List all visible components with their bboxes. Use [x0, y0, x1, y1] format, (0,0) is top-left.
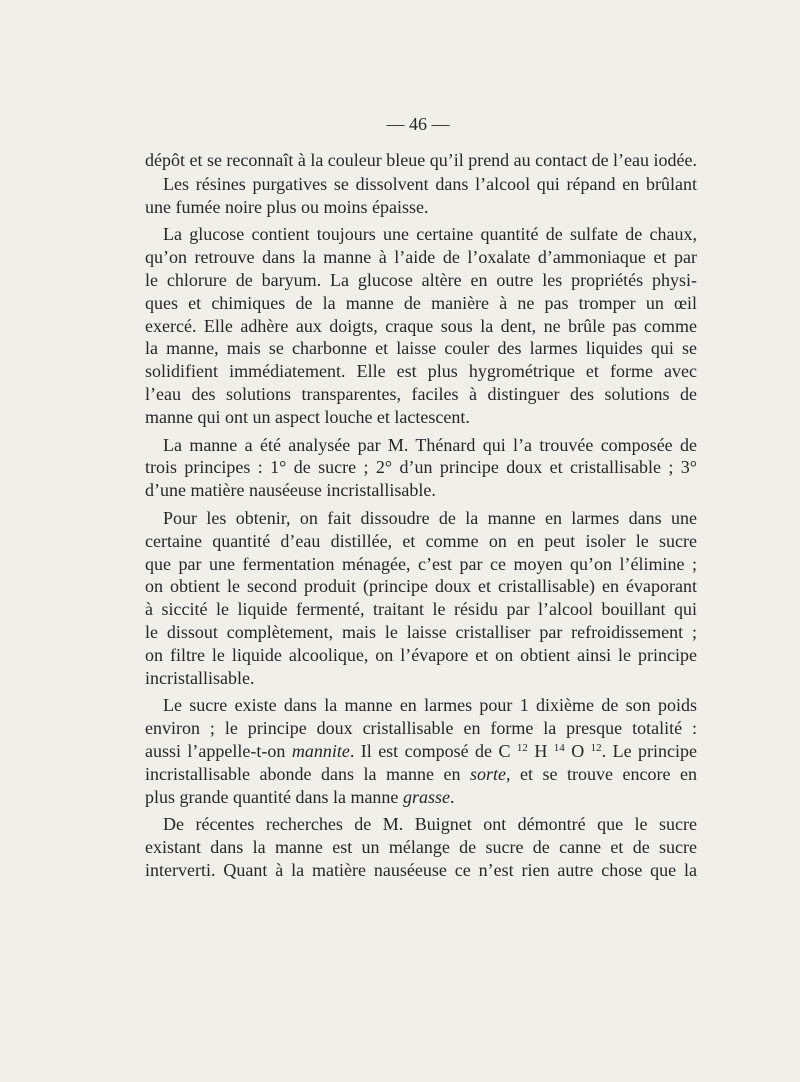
text-segment: plus grande quantité dans la manne: [145, 786, 403, 807]
text-segment: H: [527, 740, 554, 761]
text-line: interverti. Quant à la matière nauséeuse ce n’est rien autre chose que la: [145, 859, 697, 880]
paragraph: [145, 223, 697, 428]
formula-superscript: 14: [553, 741, 565, 754]
text-line: qu’on retrouve dans la manne à l’aide de l’oxalate d’ammoniaque et par: [145, 247, 697, 268]
text-segment: . Le principe: [601, 740, 697, 761]
paragraph: [145, 173, 697, 219]
text-line: Pour les obtenir, on fait dissoudre de la manne en larmes dans une: [163, 507, 697, 528]
text-line: La glucose contient toujours une certaine quantité de sulfate de chaux,: [163, 224, 697, 245]
text-line: [145, 763, 697, 786]
paragraph: [145, 507, 697, 689]
page-number: — 46 —: [386, 114, 450, 134]
text-line: Le sucre existe dans la manne en larmes pour 1 dixième de son poids: [163, 695, 697, 716]
italic-term: mannite: [291, 740, 350, 761]
text-line: existant dans la manne est un mélange de sucre de canne et de sucre: [145, 837, 697, 858]
text-line: manne qui ont un aspect louche et lactescent.: [145, 406, 470, 427]
text-line: d’une matière nauséeuse incristallisable.: [145, 480, 436, 501]
text-line: certaine quantité d’eau distillée, et comme on en peut isoler le sucre: [145, 530, 697, 551]
text-line: environ ; le principe doux cristallisable en forme la presque totalité :: [145, 718, 697, 739]
text-line: [145, 786, 697, 809]
text-segment: aussi l’appelle-t-on: [145, 740, 292, 761]
text-line: De récentes recherches de M. Buignet ont démontré que le sucre: [163, 814, 697, 835]
text-segment: O: [564, 740, 591, 761]
italic-term: grasse: [402, 786, 450, 807]
text-line: Les résines purgatives se dissolvent dans l’alcool qui répand en brûlant: [163, 173, 697, 194]
paragraph: [145, 813, 697, 881]
text-line: l’eau des solutions transparentes, faciles à distinguer des solutions de: [145, 383, 697, 404]
text-line: ques et chimiques de la manne de manière à ne pas tromper un œil: [145, 292, 697, 313]
text-segment: , et se trouve encore en: [506, 763, 697, 784]
text-line: une fumée noire plus ou moins épaisse.: [145, 196, 429, 217]
text-segment: .: [449, 786, 455, 807]
formula-superscript: 12: [516, 741, 528, 754]
paragraph: [145, 149, 697, 172]
text-line: incristallisable.: [145, 667, 255, 688]
italic-term: sorte: [470, 763, 506, 784]
text-line: le dissout complètement, mais le laisse cristalliser par refroidissement ;: [145, 621, 697, 642]
text-line: la manne, mais se charbonne et laisse couler des larmes liquides qui se: [145, 338, 697, 359]
text-segment: incristallisable abonde dans la manne en: [145, 763, 470, 784]
text-line: solidifient immédiatement. Elle est plus hygrométrique et forme avec: [145, 361, 697, 382]
text-line: on obtient le second produit (principe doux et cristallisable) en évaporant: [145, 576, 697, 597]
text-column: [145, 149, 697, 882]
paragraph: [145, 434, 697, 502]
text-line: La manne a été analysée par M. Thénard qui l’a trouvée composée de: [163, 434, 697, 455]
formula-superscript: 12: [590, 741, 602, 754]
text-line: dépôt et se reconnaît à la couleur bleue qu’il prend au contact de l’eau iodée.: [145, 150, 697, 170]
text-line: à siccité le liquide fermenté, traitant le résidu par l’alcool bouillant qui: [145, 599, 697, 620]
text-line: exercé. Elle adhère aux doigts, craque sous la dent, ne brûle pas comme: [145, 315, 697, 336]
text-line: le chlorure de baryum. La glucose altère en outre les propriétés physi-: [145, 269, 697, 290]
text-line: que par une fermentation ménagée, c’est par ce moyen qu’on l’élimine ;: [145, 553, 697, 574]
paragraph: [145, 694, 697, 808]
text-line: [145, 740, 697, 763]
text-line: trois principes : 1° de sucre ; 2° d’un principe doux et cristallisable ; 3°: [145, 457, 697, 478]
text-line: on filtre le liquide alcoolique, on l’évapore et on obtient ainsi le principe: [145, 644, 697, 665]
text-segment: . Il est composé de C: [349, 740, 517, 761]
